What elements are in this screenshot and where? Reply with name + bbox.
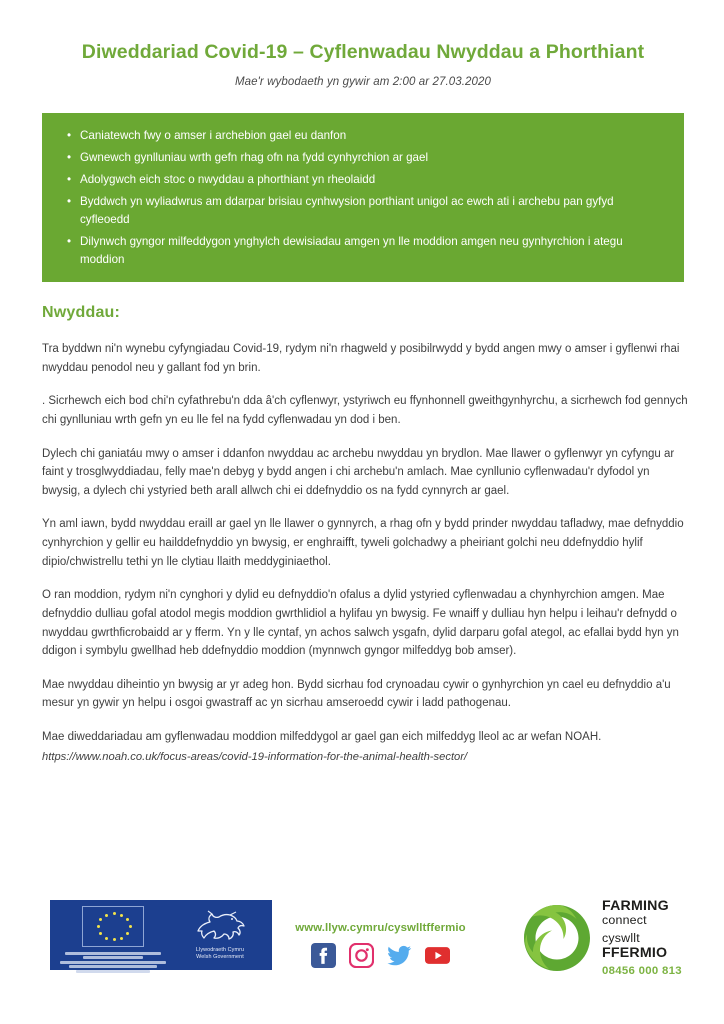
noah-reference-link[interactable]: https://www.noah.co.uk/focus-areas/covid-19-information-for-the-animal-health-sector/ bbox=[42, 750, 468, 763]
welsh-government-logo bbox=[172, 906, 268, 962]
paragraph: Mae diweddariadau am gyflenwadau moddion milfeddygol ar gael gan eich milfeddyg lleol ac ar wefan NOAH. bbox=[42, 731, 602, 743]
eu-flag-icon bbox=[82, 906, 144, 947]
youtube-icon[interactable] bbox=[425, 943, 450, 968]
key-points-list bbox=[64, 127, 658, 268]
welsh-government-eu-logo bbox=[50, 900, 272, 970]
contact-block bbox=[258, 922, 503, 968]
list-item-label: Gwnewch gynlluniau wrth gefn rhag ofn na fydd cynhyrchion ar gael bbox=[80, 151, 429, 165]
list-item bbox=[64, 193, 658, 228]
list-item-label: Dilynwch gyngor milfeddygon ynghylch dewisiadau amgen yn lle moddion amgen neu gynhyrchion i ategu moddion bbox=[80, 235, 623, 266]
eu-funding-logo bbox=[54, 906, 172, 973]
list-item bbox=[64, 171, 658, 189]
twitter-icon[interactable] bbox=[387, 943, 412, 968]
page-footer bbox=[0, 890, 724, 1000]
welsh-dragon-icon bbox=[192, 908, 248, 946]
paragraph: Mae nwyddau diheintio yn bwysig ar yr adeg hon. Bydd sicrhau fod crynoadau cywir o gynhyrchion yn cael eu defnyddio a'u mesur yn gywir yn helpu i osgoi gwastraff ac yn sicrhau amseroedd cywir i ladd pathogenau. bbox=[42, 678, 671, 710]
list-item bbox=[64, 233, 658, 268]
fc-line-farming: FARMING bbox=[602, 898, 669, 915]
body-copy bbox=[42, 340, 688, 766]
list-item-label: Caniatewch fwy o amser i archebion gael eu danfon bbox=[80, 129, 347, 142]
bullet-icon: • bbox=[67, 129, 72, 142]
page-subtitle: Mae'r wybodaeth yn gywir am 2:00 ar 27.03.2020 bbox=[234, 76, 492, 88]
instagram-icon[interactable] bbox=[349, 943, 374, 968]
list-item-label: Adolygwch eich stoc o nwyddau a phorthiant yn rheolaidd bbox=[80, 173, 376, 187]
farming-connect-swirl-icon bbox=[521, 902, 593, 974]
list-item bbox=[64, 149, 658, 167]
farming-connect-phone: 08456 000 813 bbox=[602, 964, 682, 977]
list-item-label: Byddwch yn wyliadwrus am ddarpar brisiau cynhwysion porthiant unigol ac ewch ati i archebu pan gyfyd cyfleoedd bbox=[80, 195, 614, 226]
fc-line-connect: connect bbox=[602, 913, 647, 928]
bullet-icon: • bbox=[67, 173, 72, 187]
website-url[interactable]: www.llyw.cymru/cyswlltffermio bbox=[295, 922, 466, 934]
fc-line-ffermio: FFERMIO bbox=[602, 944, 668, 961]
bullet-icon: • bbox=[67, 235, 72, 249]
eu-funding-caption bbox=[57, 950, 169, 973]
social-links bbox=[258, 943, 503, 968]
section-heading-nwyddau: Nwyddau: bbox=[42, 304, 121, 321]
welsh-government-label-cy: Llywodraeth Cymru bbox=[195, 947, 245, 953]
farming-connect-logo bbox=[521, 896, 693, 980]
fc-line-cyswllt: cyswllt bbox=[602, 931, 640, 946]
key-points-callout bbox=[42, 113, 684, 282]
paragraph: Tra byddwn ni'n wynebu cyfyngiadau Covid-19, rydym ni'n rhagweld y posibilrwydd y bydd angen mwy o amser i gyflenwi rhai nwyddau penodol neu y gallant fod yn brin. bbox=[42, 343, 680, 374]
bullet-icon: • bbox=[67, 195, 72, 209]
paragraph: Yn aml iawn, bydd nwyddau eraill ar gael yn lle llawer o gynnyrch, a rhag ofn y bydd prinder nwyddau tafladwy, mae defnyddio cynhyrchion y gellir eu hailddefnyddio yn bwysig, er enghraifft, tyweli golchadwy a pheiriant golchi neu ddefnyddio hylif dipio/chwistrellu tethi yn lle clytiau llaith meddyginiaethol. bbox=[42, 518, 684, 568]
paragraph: O ran moddion, rydym ni'n cynghori y dylid eu defnyddio'n ofalus a dylid ystyried cyflenwadau a chynhyrchion amgen. Mae defnyddio dulliau gofal atodol megis moddion gwrthlidiol a hylifau yn bwysig. Fe wnaiff y dulliau hyn helpu i leihau'r defnydd o nwyddau gwrthficrobaidd ar y fferm. Yn y lle cyntaf, yn achos salwch ysgafn, dylid darparu gofal ategol, ac efallai bydd hyn yn ddigon i symbylu gwellhad heb ddefnyddio moddion (mynnwch gyngor milfeddyg bob amser). bbox=[42, 589, 679, 658]
welsh-government-label-en: Welsh Government bbox=[196, 954, 244, 961]
bullet-icon: • bbox=[67, 151, 72, 165]
welsh-government-label bbox=[196, 947, 244, 962]
list-item bbox=[64, 127, 658, 145]
paragraph: Dylech chi ganiatáu mwy o amser i ddanfon nwyddau ac archebu nwyddau yn brydlon. Mae llawer o gyflenwyr yn cyfyngu ar faint y trosglwyddiadau, felly mae'n debyg y bydd angen i chi archebu'n amlach. Mae cynllunio cyflenwadau'r dyfodol yn bwysig, a dylech chi ystyried beth arall allwch chi ei ddefnyddio os na fydd cynnyrch ar gael. bbox=[42, 447, 675, 497]
page-title: Diweddariad Covid-19 – Cyflenwadau Nwyddau a Phorthiant bbox=[81, 41, 645, 63]
paragraph: . Sicrhewch eich bod chi'n cyfathrebu'n dda â'ch cyflenwyr, ystyriwch eu ffynhonnell gweithgynhyrchu, a sicrhewch fod gennych chi gynlluniau wrth gefn yn eu lle fel na fydd cyflenwadau yn dod i ben. bbox=[42, 395, 688, 426]
farming-connect-wordmark bbox=[602, 899, 682, 976]
facebook-icon[interactable] bbox=[311, 943, 336, 968]
